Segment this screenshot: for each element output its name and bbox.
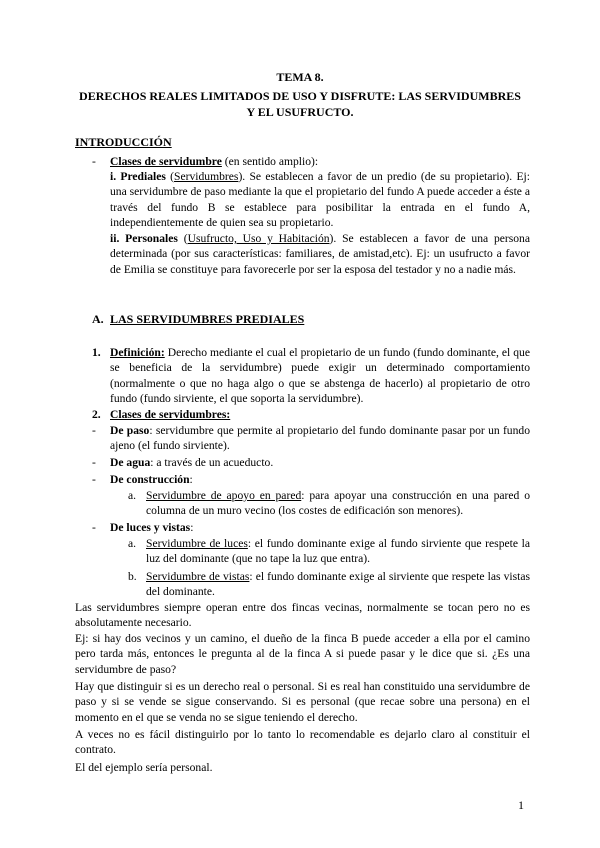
intro-personales-paren: (	[177, 232, 188, 245]
document-title	[60, 88, 540, 120]
servidumbre-agua	[110, 455, 530, 470]
intro-personales-link[interactable]: Usufructo, Uso y Habitación	[187, 232, 330, 245]
section-a-heading	[92, 312, 304, 327]
paragraph-distinguir: Hay que distinguir si es un derecho real o personal. Si es real han constituido una servidumbre de paso y si se vende se sigue conservando. Si es personal (que recae sobre una persona) en el momento en el que se venda no se sigue teniendo el derecho.	[75, 680, 530, 724]
servidumbre-construccion	[110, 472, 530, 487]
apoyo-letter: a.	[128, 489, 137, 502]
paragraph-fincas-vecinas: Las servidumbres siempre operan entre dos fincas vecinas, normalmente se tocan pero no es absolutamente necesario.	[75, 601, 530, 630]
intro-prediales-paren: (	[165, 170, 175, 183]
luces-vistas-text: :	[190, 521, 194, 534]
servidumbre-luces	[146, 536, 530, 567]
servidumbre-luces-vistas	[110, 520, 530, 535]
clases-servidumbres	[110, 407, 530, 422]
vistas-letter: b.	[128, 570, 137, 583]
luces-letter: a.	[128, 537, 137, 550]
intro-prediales-text: ). Se establecen a favor de un predio (de su propietario).	[238, 170, 513, 183]
page-number: 1	[518, 798, 524, 812]
intro-clases	[110, 154, 530, 169]
clases-number: 2.	[92, 408, 101, 421]
construccion-label: De construcción	[110, 473, 190, 486]
luces-text: : el fundo dominante exige al fundo sirviente que respete la luz del dominante (que no tape la luz que entra).	[146, 537, 530, 566]
intro-prediales-example: Ej: una servidumbre de paso mediante la que el propietario del fundo A puede acceder a éste a través del fundo B se establece para posibilitar la entrada en el fundo A, independientemente de quien sea su propietario.	[110, 170, 530, 229]
intro-heading: INTRODUCCIÓN	[75, 135, 172, 149]
paragraph-conclusion: El del ejemplo sería personal.	[75, 761, 213, 774]
intro-clases-label: Clases de servidumbre	[110, 155, 222, 168]
agua-label: De agua	[110, 456, 151, 469]
intro-personales-text: ). Se establecen a favor de una persona determinada (por sus características: familiares, de amistad,etc). Ej: un usufructo a favor de Emilia se constituye para favorecerle por ser la esposa del testador y no a nadie más.	[110, 232, 530, 276]
agua-bullet: -	[92, 456, 96, 469]
vistas-label: Servidumbre de vistas	[146, 570, 250, 583]
luces-vistas-bullet: -	[92, 521, 96, 534]
servidumbre-apoyo	[146, 488, 530, 519]
clases-servidumbres-label: Clases de servidumbres:	[110, 408, 231, 421]
agua-text: : a través de un acueducto.	[150, 456, 274, 469]
construccion-bullet: -	[92, 473, 96, 486]
definicion-label: Definición:	[110, 346, 165, 359]
definicion-number: 1.	[92, 346, 101, 359]
paso-bullet: -	[92, 424, 96, 437]
intro-personales	[110, 231, 530, 277]
paragraph-ejemplo: Ej: si hay dos vecinos y un camino, el dueño de la finca B puede acceder a ella por el camino pero tarda más, entonces le pregunta al de la finca A si puede pasar y le dice que si. ¿Es una servidumbre de paso?	[75, 632, 530, 676]
intro-personales-label: ii. Personales	[110, 232, 178, 245]
document-title-number: TEMA 8.	[276, 70, 324, 84]
paso-text: : servidumbre que permite al propietario del fundo dominante pasar por un fundo ajeno (el fundo sirviente).	[110, 424, 530, 453]
vistas-text: : el fundo dominante exige al sirviente que respete las vistas del dominante.	[146, 570, 531, 599]
apoyo-label: Servidumbre de apoyo en pared	[146, 489, 302, 502]
intro-clases-rest: (en sentido amplio):	[221, 155, 319, 168]
section-a-letter: A.	[92, 312, 104, 326]
servidumbre-paso	[110, 423, 530, 454]
intro-prediales-link[interactable]: Servidumbres	[174, 170, 239, 183]
paragraph-recomendacion: A veces no es fácil distinguirlo por lo tanto lo recomendable es dejarlo claro al constituir el contrato.	[75, 728, 530, 757]
intro-bullet: -	[92, 155, 96, 168]
luces-vistas-label: De luces y vistas	[110, 521, 191, 534]
construccion-text: :	[189, 473, 193, 486]
intro-prediales-label: i. Prediales	[110, 170, 166, 183]
paso-label: De paso	[110, 424, 150, 437]
luces-label: Servidumbre de luces	[146, 537, 248, 550]
definicion	[110, 345, 530, 406]
document-title-line-2: Y EL USUFRUCTO.	[246, 105, 354, 119]
servidumbre-vistas	[146, 569, 530, 600]
section-a-title: LAS SERVIDUMBRES PREDIALES	[110, 312, 305, 326]
apoyo-text: : para apoyar una construcción en una pared o columna de un muro vecino (los costes de edificación son menores).	[146, 489, 530, 518]
definicion-text: Derecho mediante el cual el propietario de un fundo (fundo dominante, el que se beneficia de la servidumbre) puede exigir un determinado comportamiento (normalmente o que no haga algo o que se abstenga de hacerlo) al propietario de otro fundo (fundo sirviente, el que soporta la servidumbre).	[110, 346, 530, 405]
intro-prediales	[110, 169, 530, 230]
document-title-line-1: DERECHOS REALES LIMITADOS DE USO Y DISFRUTE: LAS SERVIDUMBRES	[79, 89, 521, 103]
